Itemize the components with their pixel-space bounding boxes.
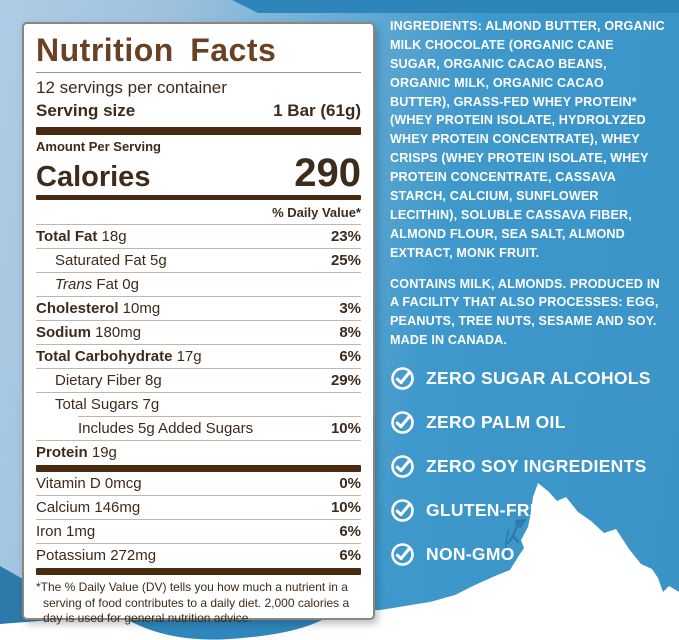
amount-per-serving: Amount Per Serving bbox=[36, 139, 161, 155]
thick-bar bbox=[36, 568, 361, 575]
nutrient-name: Vitamin D 0mcg bbox=[36, 475, 142, 493]
check-circle-icon bbox=[390, 410, 415, 435]
nutrient-name: Cholesterol 10mg bbox=[36, 300, 161, 318]
daily-value-percent: 25% bbox=[330, 252, 361, 270]
ingredients-text: INGREDIENTS: ALMOND BUTTER, ORGANIC MILK CHOCOLATE (ORGANIC CANE SUGAR, ORGANIC CACAO BEANS, ORGANIC MILK, ORGANIC CACAO BUTTER), GRASS-FED WHEY PROTEIN* (WHEY PROTEIN ISOLATE, HYDROLYZED WHEY PROTEIN CONCENTRATE), WHEY CRISPS (WHEY PROTEIN ISOLATE, WHEY PROTEIN CONCENTRATE, CASSAVA STARCH, CALCIUM, SUNFLOWER LECITHIN), SOLUBLE CASSAVA FIBER, ALMOND FLOUR, SEA SALT, ALMOND EXTRACT, MONK FRUIT. bbox=[390, 19, 665, 260]
daily-value-percent: 29% bbox=[330, 372, 361, 390]
nutrient-row bbox=[36, 344, 361, 368]
nutrient-row bbox=[36, 440, 361, 464]
allergen-text: CONTAINS MILK, ALMONDS. PRODUCED IN A FACILITY THAT ALSO PROCESSES: EGG, PEANUTS, TREE NUTS, SESAME AND SOY. bbox=[390, 276, 660, 329]
nutrient-name: Iron 1mg bbox=[36, 523, 96, 541]
claim-label: ZERO SOY INGREDIENTS bbox=[426, 455, 647, 476]
nutrient-name: Sodium 180mg bbox=[36, 324, 142, 342]
daily-value-percent: 6% bbox=[339, 547, 361, 565]
nutrition-facts-title: Nutrition Facts bbox=[36, 32, 277, 68]
nutrient-rows bbox=[36, 225, 361, 464]
calories-row bbox=[36, 151, 361, 196]
nutrient-name: Includes 5g Added Sugars bbox=[78, 420, 254, 438]
thick-bar bbox=[36, 127, 361, 135]
serving-size-label: Serving size bbox=[36, 101, 136, 121]
nutrient-row bbox=[36, 472, 361, 495]
claim-item bbox=[390, 498, 667, 523]
origin-text: MADE IN CANADA. bbox=[390, 333, 507, 348]
daily-value-percent: 6% bbox=[339, 348, 361, 366]
claim-item bbox=[390, 542, 667, 567]
nutrient-name: Potassium 272mg bbox=[36, 547, 157, 565]
daily-value-percent: 6% bbox=[339, 523, 361, 541]
calories-label: Calories bbox=[36, 160, 151, 193]
info-panel bbox=[390, 17, 667, 586]
claim-label: ZERO SUGAR ALCOHOLS bbox=[426, 367, 651, 388]
sky-band bbox=[232, 0, 679, 13]
serving-size-value: 1 Bar (61g) bbox=[273, 101, 361, 121]
nutrient-row bbox=[36, 248, 361, 272]
nutrient-name: Saturated Fat 5g bbox=[55, 252, 167, 270]
nutrient-row bbox=[36, 272, 361, 296]
daily-value-header: % Daily Value* bbox=[36, 200, 361, 225]
divider bbox=[36, 72, 361, 73]
daily-value-percent: 3% bbox=[339, 300, 361, 318]
daily-value-footnote: *The % Daily Value (DV) tells you how much a nutrient in a serving of food contributes to a daily diet. 2,000 calories a day is used for general nutrition advice. bbox=[36, 580, 350, 625]
check-circle-icon bbox=[390, 454, 415, 479]
daily-value-percent: 10% bbox=[330, 499, 361, 517]
check-circle-icon bbox=[390, 498, 415, 523]
claim-label: ZERO PALM OIL bbox=[426, 411, 566, 432]
nutrient-row bbox=[36, 225, 361, 248]
nutrient-row bbox=[36, 495, 361, 519]
serving-size-row bbox=[36, 99, 361, 126]
nutrient-row bbox=[36, 296, 361, 320]
nutrient-name: Calcium 146mg bbox=[36, 499, 141, 517]
daily-value-percent: 23% bbox=[330, 228, 361, 246]
calories-value: 290 bbox=[294, 151, 361, 196]
nutrient-row bbox=[36, 543, 361, 567]
claim-item bbox=[390, 454, 667, 479]
nutrient-name: Dietary Fiber 8g bbox=[55, 372, 162, 390]
daily-value-percent: 0% bbox=[339, 475, 361, 493]
daily-value-percent: 10% bbox=[330, 420, 361, 438]
check-circle-icon bbox=[390, 366, 415, 391]
nutrient-name: Trans Fat 0g bbox=[55, 276, 139, 294]
nutrient-name: Total Sugars 7g bbox=[55, 396, 160, 414]
micronutrient-rows bbox=[36, 472, 361, 567]
nutrient-name: Total Fat 18g bbox=[36, 228, 127, 246]
nutrient-name: Total Carbohydrate 17g bbox=[36, 348, 202, 366]
thick-bar bbox=[36, 465, 361, 472]
nutrition-facts-label bbox=[22, 22, 375, 625]
claim-item bbox=[390, 366, 667, 391]
claim-label: NON-GMO bbox=[426, 543, 515, 564]
nutrient-row bbox=[36, 392, 361, 416]
nutrient-row bbox=[78, 416, 361, 440]
nutrient-row bbox=[36, 320, 361, 344]
nutrient-row bbox=[36, 519, 361, 543]
claim-item bbox=[390, 410, 667, 435]
check-circle-icon bbox=[390, 542, 415, 567]
claims-list bbox=[390, 366, 667, 567]
servings-per-container: 12 servings per container bbox=[36, 78, 227, 98]
claim-label: GLUTEN-FREE bbox=[426, 499, 554, 520]
nutrient-row bbox=[36, 368, 361, 392]
daily-value-percent: 8% bbox=[339, 324, 361, 342]
nutrient-name: Protein 19g bbox=[36, 444, 117, 462]
